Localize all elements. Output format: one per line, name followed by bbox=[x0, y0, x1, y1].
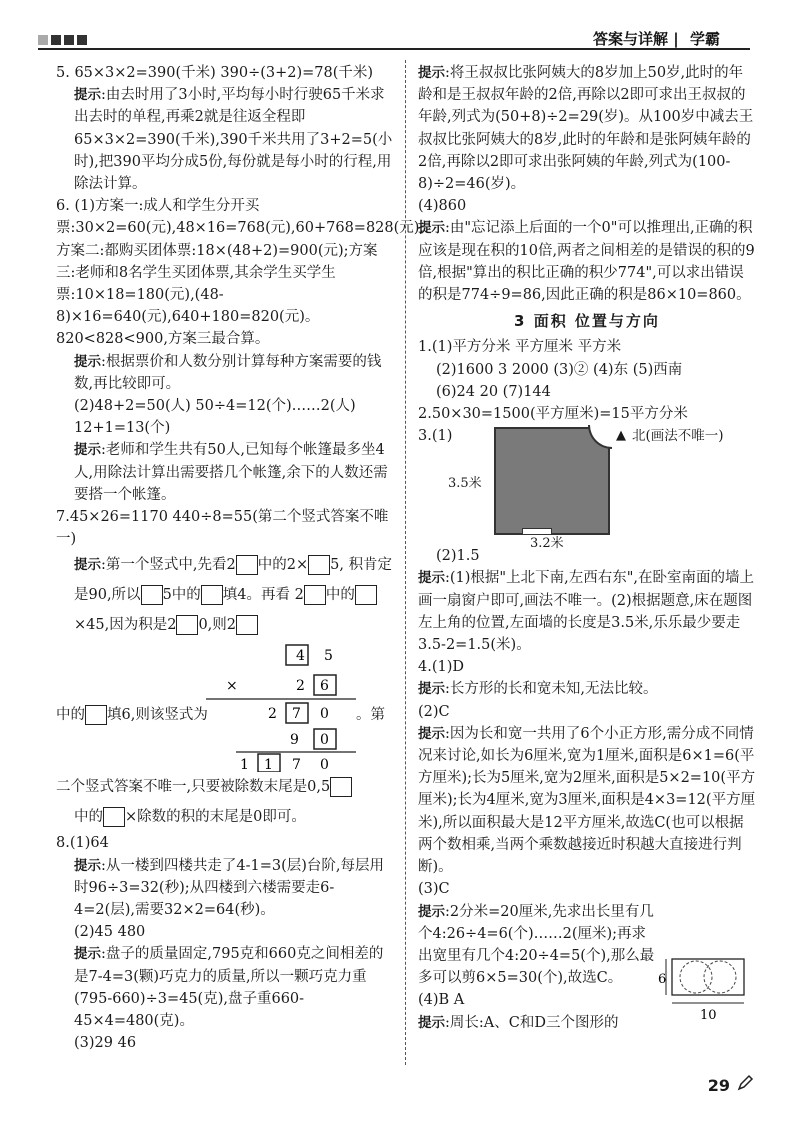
v-digit: 9 bbox=[290, 732, 299, 749]
right-column: 提示:将王叔叔比张阿姨大的8岁加上50岁,此时的年龄和是王叔叔年龄的2倍,再除以2即可求出王叔叔的年龄,列式为(50+8)÷2=29(岁)。从100岁中减去王叔叔比张阿姨大的8岁,此时的年龄和是张阿姨年龄的2倍,再除以2即可求出张阿姨的年龄,列式为(100-8)÷2=46(岁)。 (4)860 提示:由"忘记添上后面的一个0"可以推理出,正确的积应该是现在积的10倍,两者之间相差的是错误的积的9倍,根据"算出的积比正确的积少774",可以求出错误的积是774÷9=86,因此正确的积是86×10=860。 3 面积 位置与方向 1.(1)平方分米 平方厘米 平方米 (2)1600 3 2000 (3)② (4)东 (5)西南 (6)24 20 (7)144 2.50×30=1500(平方厘米)=15平方分米 3.(1) 3.5米 3.2米 ▲ 北(画法不唯一) (2)1.5 提示:(1)根据"上北下南,左西右东",在卧室南面的墙上画一扇窗户即可,画法不唯一。(2)根据题意,床在题图左上角的位置,左面墙的长度是3.5米,乐乐最少要走3.5-2=1.5(米)。 4.(1)D 提示:长方形的长和宽未知,无法比较。 (2)C 提示:因为长和宽一共用了6个小正方形,需分成不同情况来讨论,如长为6厘米,宽为1厘米,面积是6×1=6(平方厘米);长为5厘米,宽为2厘米,面积是5×2=10(平方厘米);长为4厘米,宽为3厘米,面积是4×3=12(平方厘米),所以面积最大是12平方厘米,故选C(也可以根据两个数相乘,当两个乘数越接近时积越大直接进行判断)。 (3)C 提示:2分米=20厘米,先求出长里有几个4:26÷4=6(个)……2(厘米);再求出宽里有几个4:20÷4=5(个),那么最多可以剪6×5=30(个),故选C。 (4)B A 提示:周长:A、C和D三个图形的 6 10 bbox=[418, 62, 756, 1034]
column-divider bbox=[405, 60, 406, 1065]
v-digit: 2 bbox=[296, 678, 305, 695]
v-digit: 4 bbox=[296, 648, 305, 665]
question-6: 6. (1)方案一:成人和学生分开买票:30×2=60(元),48×16=768(元),60+768=828(元);方案二:都购买团体票:18×(48+2)=900(元);方案三:老师和8名学生买团体票,其余学生买学生票:10×18=180(元),(48-8)×16=640(元),640+180=820(元)。820<828<900,方案三最合算。 提示:根据票价和人数分别计算每种方案需要的钱数,再比较即可。 (2)48+2=50(人) 50÷4=12(个)……2(人) 12+1=13(个) 提示:老师和学生共有50人,已知每个帐篷最多坐4人,用除法计算出需要搭几个帐篷,余下的人数还需要搭一个帐篷。 bbox=[56, 198, 425, 503]
v-digit: 6 bbox=[320, 678, 329, 695]
r-question-2: 2.50×30=1500(平方厘米)=15平方分米 bbox=[418, 406, 688, 423]
header-squares bbox=[38, 35, 87, 45]
v-digit: 7 bbox=[292, 757, 301, 773]
north-arrow-icon: ▲ bbox=[616, 428, 626, 444]
page-header bbox=[0, 0, 800, 56]
v-digit: 2 bbox=[268, 706, 277, 723]
header-title: 答案与详解 | 学霸 bbox=[593, 30, 720, 48]
north-label: 北(画法不唯一) bbox=[632, 428, 724, 445]
header-rule bbox=[38, 48, 750, 50]
v-digit: 5 bbox=[324, 648, 333, 665]
fig-width: 10 bbox=[700, 1008, 717, 1024]
section-title: 3 面积 位置与方向 bbox=[514, 312, 660, 331]
fig-height: 6 bbox=[658, 972, 667, 988]
vertical-calculation: 4 5 × 2 6 2 7 0 9 0 1 1 7 0 中的 填6,则该竖式为 。第 bbox=[56, 642, 394, 772]
v-digit: 0 bbox=[320, 757, 329, 773]
question-8: 8.(1)64 提示:从一楼到四楼共走了4-1=3(层)台阶,每层用时96÷3=32(秒);从四楼到六楼需要走6-4=2(层),需要32×2=64(秒)。 (2)45 480 提示:盘子的质量固定,795克和660克之间相差的是7-4=3(颗)巧克力的质量,所以一颗巧克力重(795-660)÷3=45(克),盘子重660-45×4=480(克)。 (3)29 46 bbox=[56, 835, 385, 1052]
brand-logo: 学霸 bbox=[689, 30, 720, 48]
room-rect bbox=[494, 427, 610, 535]
page-number: 29 bbox=[707, 1076, 730, 1095]
r-question-4: 4.(1)D 提示:长方形的长和宽未知,无法比较。 (2)C 提示:因为长和宽一共用了6个小正方形,需分成不同情况来讨论,如长为6厘米,宽为1厘米,面积是6×1=6(平方厘米);长为5厘米,宽为2厘米,面积是5×2=10(平方厘米);长为4厘米,宽为3厘米,面积是4×3=12(平方厘米),所以面积最大是12平方厘米,故选C(也可以根据两个数相乘,当两个乘数越接近时积越大直接进行判断)。 (3)C 提示:2分米=20厘米,先求出长里有几个4:26÷4=6(个)……2(厘米);再求出宽里有几个4:20÷4=5(个),那么最多可以剪6×5=30(个),故选C。 (4)B A 提示:周长:A、C和D三个图形的 6 10 bbox=[418, 659, 756, 1031]
v-digit: 7 bbox=[292, 706, 301, 723]
v-digit: 0 bbox=[320, 732, 329, 749]
r-question-3: 3.(1) 3.5米 3.2米 ▲ 北(画法不唯一) (2)1.5 提示:(1)根据"上北下南,左西右东",在卧室南面的墙上画一扇窗户即可,画法不唯一。(2)根据题意,床在题图左上角的位置,左面墙的长度是3.5米,乐乐最少要走3.5-2=1.5(米)。 bbox=[418, 425, 756, 656]
pencil-icon bbox=[736, 1074, 754, 1092]
v-digit: 1 bbox=[240, 757, 249, 773]
side-label: 3.5米 bbox=[448, 476, 482, 492]
room-figure: 3.(1) 3.5米 3.2米 ▲ 北(画法不唯一) bbox=[418, 425, 756, 545]
v-digit: 0 bbox=[320, 706, 329, 723]
question-7: 7.45×26=1170 440÷8=55(第二个竖式答案不唯一) 提示:第一个竖式中,先看2 中的2× 5, 积肯定是90,所以 5中的 填4。再看 2 中的×45,因为积是2 0,则2 4 5 × 2 6 2 7 0 9 0 1 1 7 0 中的 填6,则该竖式为 。第 二个竖式答案不唯一,只要被除数末尾是0,5 中的 ×除数的积的末尾是0即可。 bbox=[56, 509, 393, 826]
r-question-1: 1.(1)平方分米 平方厘米 平方米 (2)1600 3 2000 (3)② (4)东 (5)西南 (6)24 20 (7)144 bbox=[418, 339, 683, 400]
v-digit: 1 bbox=[264, 757, 273, 773]
shape-figure bbox=[658, 951, 754, 1031]
v-digit: × bbox=[226, 678, 238, 695]
left-column bbox=[56, 62, 425, 1055]
question-5: 5. 65×3×2=390(千米) 390÷(3+2)=78(千米) 提示:由去时用了3小时,平均每小时行驶65千米求出去时的单程,再乘2就是往返全程即65×3×2=390(千米),390千米共用了3+2=5(小时),把390平均分成5份,每份就是每小时的行程,用除法计算。 bbox=[56, 65, 393, 193]
bottom-label: 3.2米 bbox=[530, 536, 564, 552]
